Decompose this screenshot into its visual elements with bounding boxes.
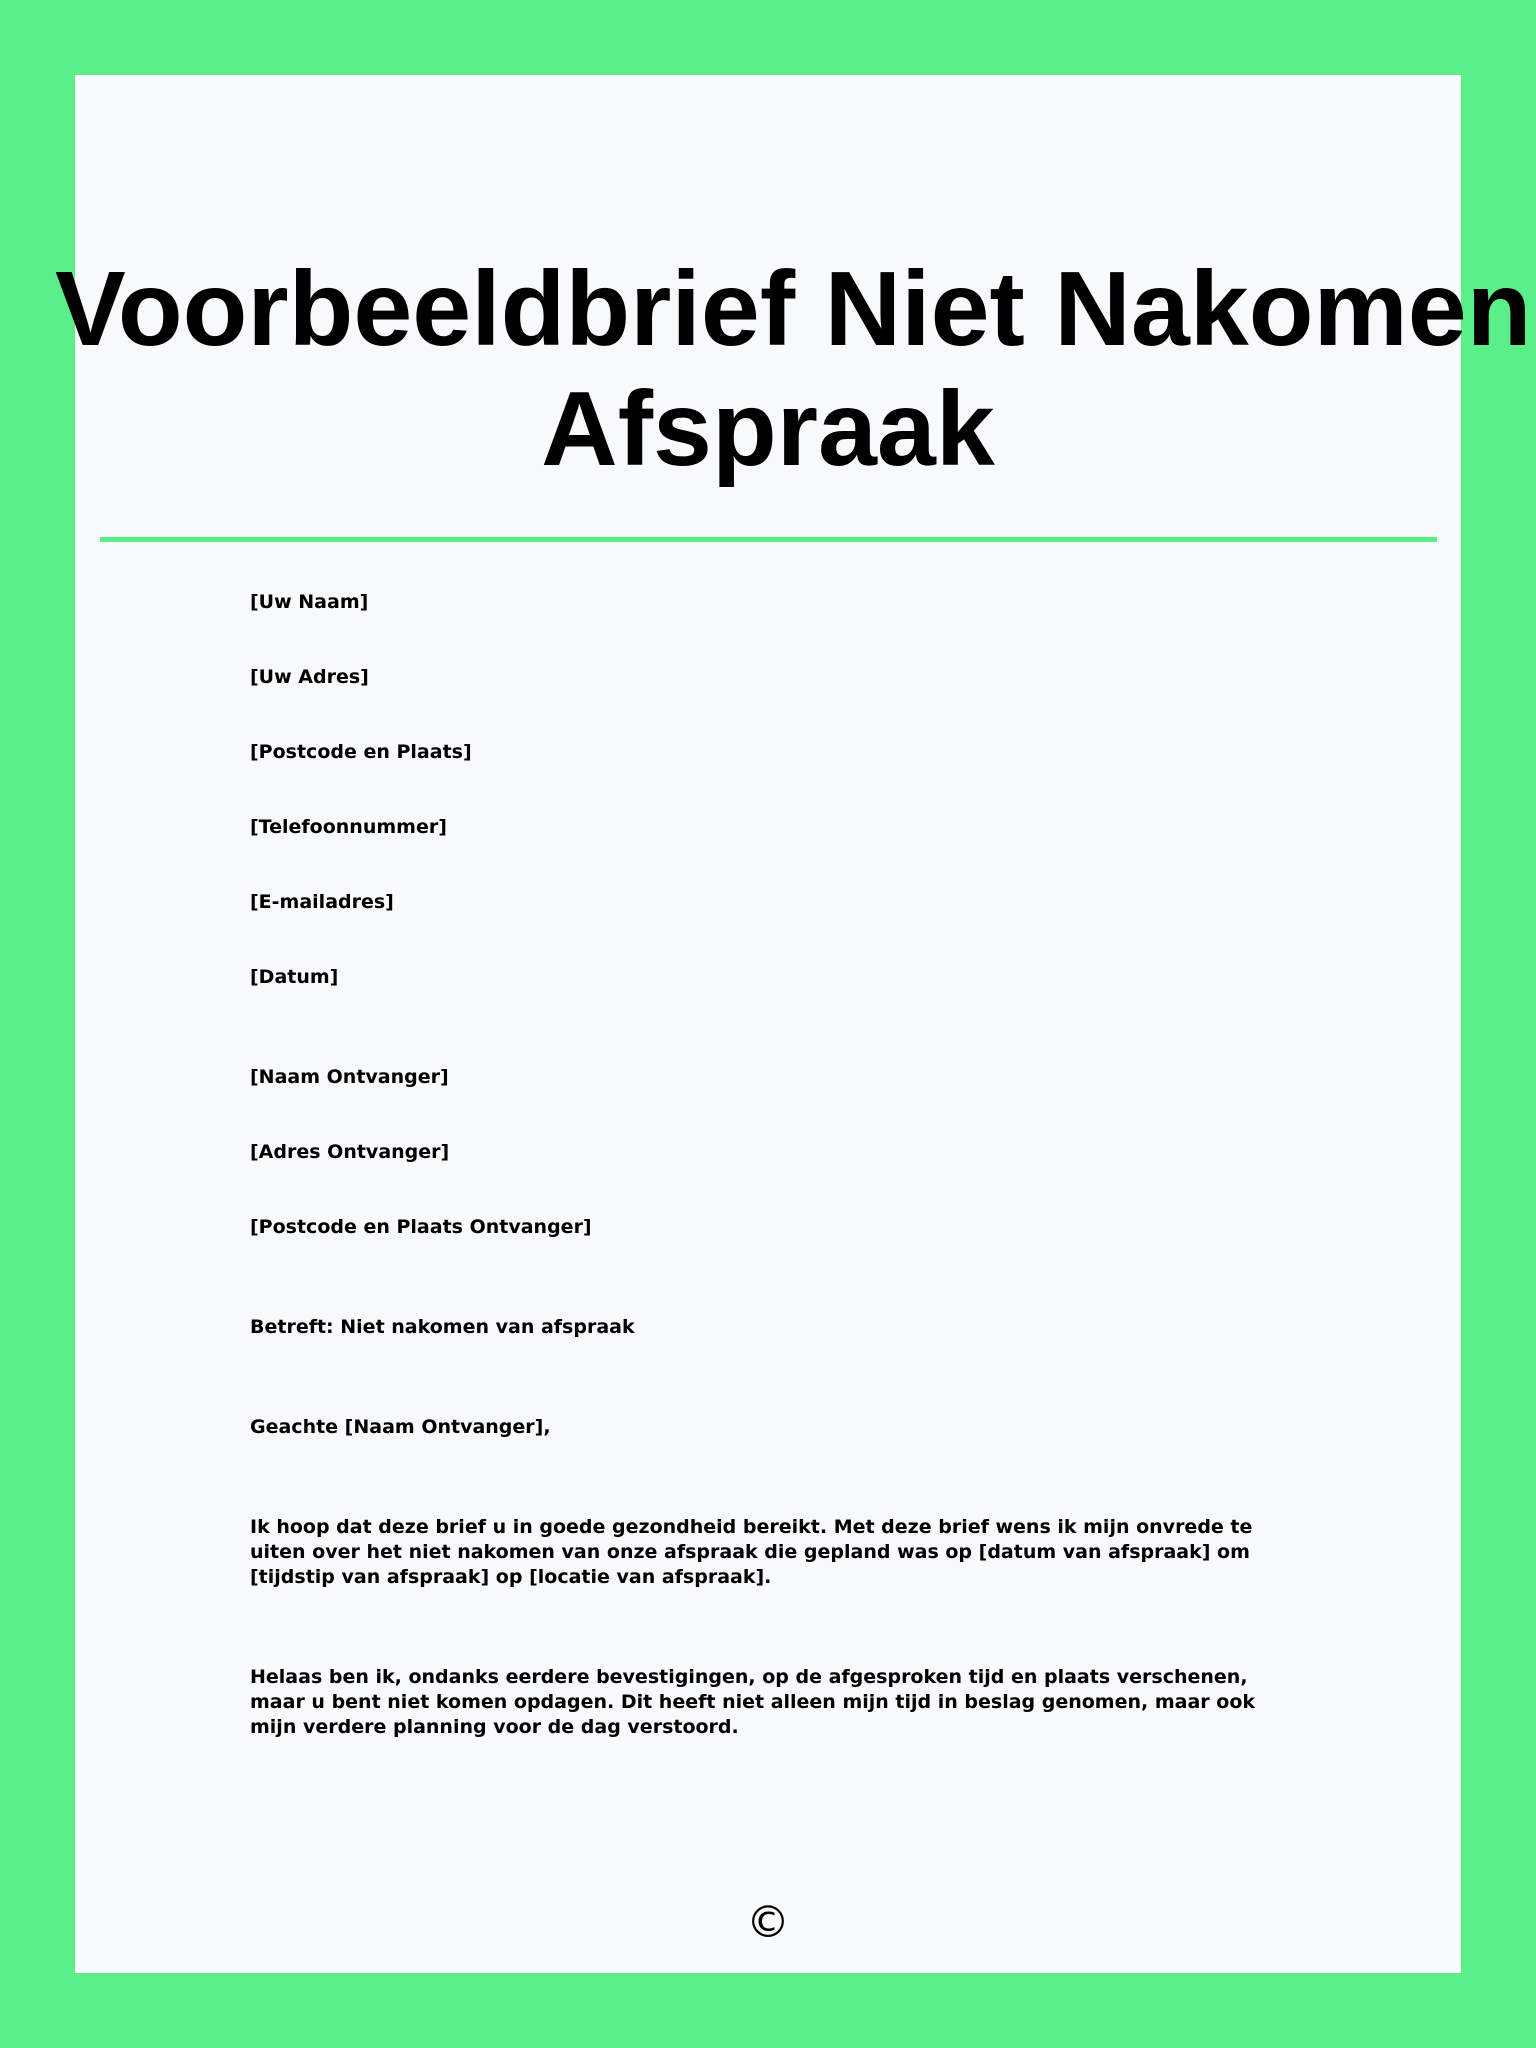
letter-salutation: Geachte [Naam Ontvanger],: [250, 1416, 551, 1438]
sender-phone: [Telefoonnummer]: [250, 816, 447, 838]
sender-postal-city: [Postcode en Plaats]: [250, 741, 472, 763]
page-title-line-1: Voorbeeldbrief Niet Nakomen: [55, 250, 1532, 368]
letter-page: [55, 75, 1532, 1973]
letter-paragraph-2: Helaas ben ik, ondanks eerdere bevestigingen, op de afgesproken tijd en plaats verschenen, maar u bent niet komen opdagen. Dit heeft niet alleen mijn tijd in beslag genomen, maar ook mijn verdere planning voor de dag verstoord.: [250, 1666, 1256, 1738]
page-title: [55, 249, 1532, 489]
title-divider: [100, 537, 1437, 542]
letter-paragraph-1: Ik hoop dat deze brief u in goede gezondheid bereikt. Met deze brief wens ik mijn onvrede te uiten over het niet nakomen van onze afspraak die gepland was op [datum van afspraak] om [tijdstip van afspraak] op [locatie van afspraak].: [250, 1516, 1253, 1588]
sender-email: [E-mailadres]: [250, 891, 394, 913]
letter-date: [Datum]: [250, 966, 339, 988]
page-title-line-2: Afspraak: [541, 370, 995, 488]
recipient-postal-city: [Postcode en Plaats Ontvanger]: [250, 1216, 592, 1238]
recipient-name: [Naam Ontvanger]: [250, 1066, 449, 1088]
recipient-address: [Adres Ontvanger]: [250, 1141, 450, 1163]
sender-name: [Uw Naam]: [250, 591, 369, 613]
sender-address: [Uw Adres]: [250, 666, 369, 688]
letter-subject: Betreft: Niet nakomen van afspraak: [250, 1316, 635, 1338]
copyright-icon: ©: [746, 1897, 790, 1948]
